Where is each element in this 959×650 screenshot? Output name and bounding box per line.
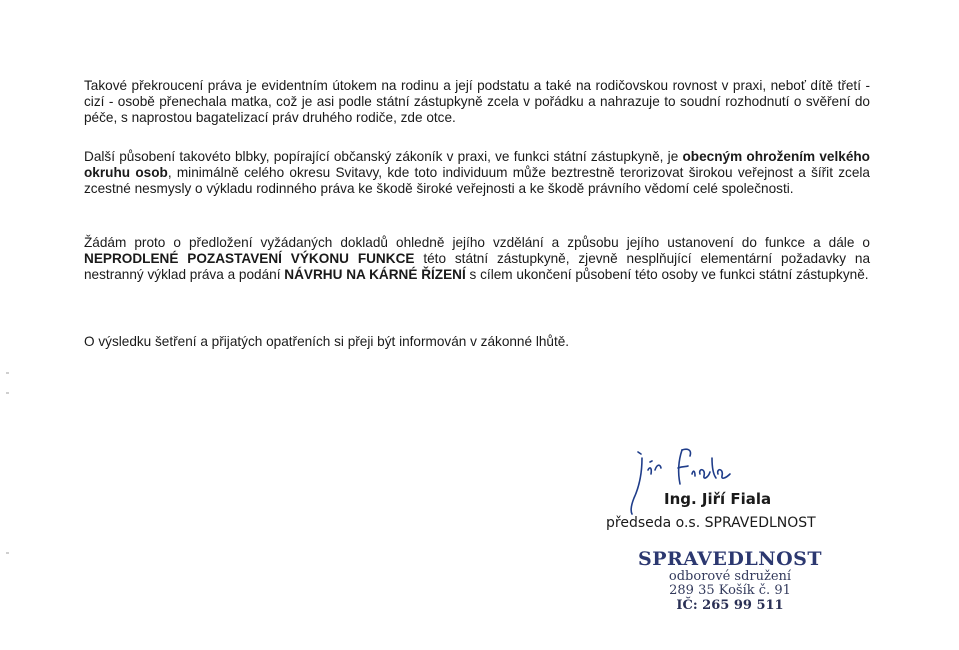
paragraph-4-text: O výsledku šetření a přijatých opatřeních si přeji být informován v zákonné lhůtě. xyxy=(84,334,570,349)
scan-margin-mark xyxy=(6,372,9,374)
paragraph-3-bold-2: NÁVRHU NA KÁRNÉ ŘÍZENÍ xyxy=(284,267,466,282)
stamp-ico: IČ: 265 99 511 xyxy=(676,598,784,613)
stamp-subtitle: odborové sdružení xyxy=(668,569,792,584)
paragraph-2 xyxy=(84,149,870,197)
paragraph-3-bold-1: NEPRODLENÉ POZASTAVENÍ VÝKONU FUNKCE xyxy=(84,251,415,266)
paragraph-2-text-a: Další působení takovéto blbky, popírající občanský zákoník v praxi, ve funkci státní zástupkyně, je xyxy=(84,149,683,164)
stamp-title: SPRAVEDLNOST xyxy=(638,548,822,570)
scan-margin-mark xyxy=(6,392,9,394)
paragraph-3-text-c: s cílem ukončení působení této osoby ve funkci státní zástupkyně. xyxy=(465,267,869,282)
paragraph-1-text: Takové překroucení práva je evidentním útokem na rodinu a její podstatu a také na rodičovskou rovnost v praxi, neboť dítě třetí - cizí - osobě přenechala matka, což je asi podle státní zástupkyně zcela v pořádku a nahrazuje to soudní rozhodnutí o svěření do péče, s naprostou bagatelizací práv druhého rodiče, zde otce. xyxy=(84,78,870,125)
signer-role: předseda o.s. SPRAVEDLNOST xyxy=(606,515,816,531)
paragraph-3-text-a: Žádám proto o předložení vyžádaných dokladů ohledně jejího vzdělání a způsobu jejího ustanovení do funkce a dále o xyxy=(84,235,870,250)
paragraph-2-bold: obecným ohrožením velkého okruhu osob xyxy=(84,149,870,180)
signer-name: Ing. Jiří Fiala xyxy=(664,490,772,508)
paragraph-2-text-b: , minimálně celého okresu Svitavy, kde toto individuum může beztrestně terorizovat širokou veřejnost a šířit zcela zcestné nesmysly o výkladu rodinného práva ke škodě široké veřejnosti a ke škodě právního vědomí celé společnosti. xyxy=(84,165,870,196)
paragraph-4 xyxy=(84,334,870,350)
paragraph-3 xyxy=(84,235,870,283)
handwritten-signature-icon xyxy=(620,440,740,520)
stamp-address: 289 35 Košík č. 91 xyxy=(669,583,791,598)
paragraph-1 xyxy=(84,78,870,126)
scan-margin-mark xyxy=(6,552,9,554)
paragraph-3-text-b: této státní zástupkyně, zjevně nesplňující elementární požadavky na nestranný výklad práva a podání xyxy=(84,251,871,282)
organization-stamp xyxy=(630,548,830,613)
